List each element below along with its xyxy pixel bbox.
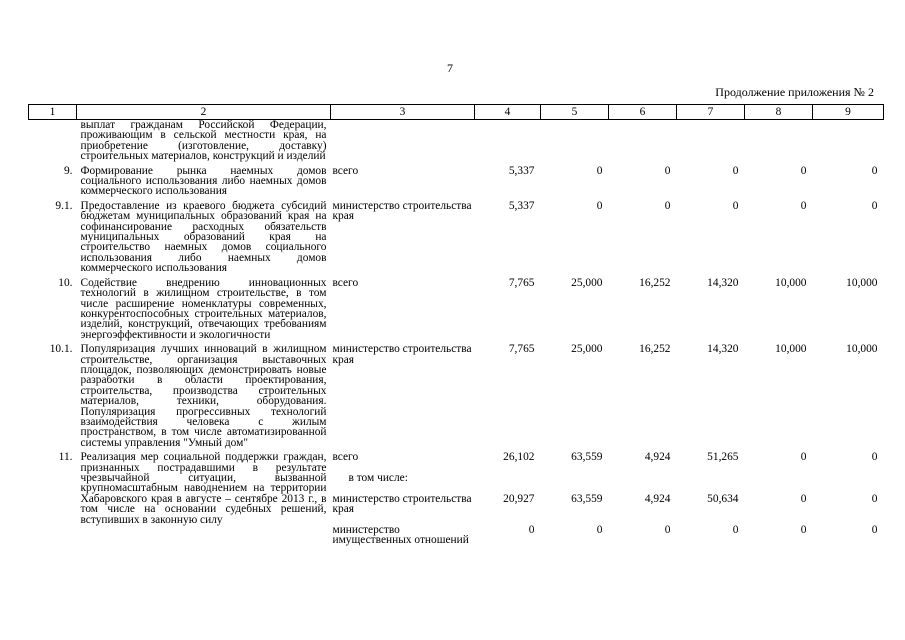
value-col9 xyxy=(813,120,884,166)
value-col9: 10,000 xyxy=(846,276,878,289)
value-col5: 0 xyxy=(596,164,603,177)
header-cell: 9 xyxy=(813,105,884,120)
header-cell: 5 xyxy=(541,105,609,120)
header-cell: 2 xyxy=(77,105,331,120)
row-number: 10. xyxy=(58,276,73,289)
row-number: 11. xyxy=(58,451,73,464)
value-col9: 0 xyxy=(871,199,878,212)
row-number: 9.1. xyxy=(55,199,73,212)
measure-name: Содействие внедрению инновационных технологий в жилищном строительстве, в том числе расширение номенклатуры современных, конкурентоспособных строительных материалов, изделий, конструкций, отвечающих требованиям энергоэффективности и экологичности xyxy=(80,276,327,341)
executor xyxy=(331,120,475,166)
value-col4 xyxy=(475,452,541,550)
row-number: 10.1. xyxy=(49,343,73,356)
executor: министерство строительства края xyxy=(332,199,472,223)
value-col7: 14,320 xyxy=(707,276,739,289)
table-row xyxy=(29,201,884,278)
value-col6 xyxy=(609,120,677,166)
executor: всего xyxy=(332,451,359,464)
executor-list xyxy=(331,452,475,550)
header-cell: 3 xyxy=(331,105,475,120)
value-cell: 0 xyxy=(732,523,739,536)
executor: в том числе: xyxy=(348,471,408,484)
executor: министерство строительства края xyxy=(332,343,472,366)
measure-name: Реализация мер социальной поддержки граждан, признанных пострадавшими в результате чрезвычайной ситуации, вызванной крупномасштабным наводнением на территории Хабаровского края в августе – сентябре 2013 г., в том числе на основании судебных решений, вступивших в законную силу xyxy=(80,451,327,526)
measure-name: выплат гражданам Российской Федерации, проживающим в сельской местности края, на приобретение (изготовление, доставку) строительных материалов, конструкций и изделий xyxy=(80,119,327,163)
value-col6 xyxy=(609,452,677,550)
measure-name: Предоставление из краевого бюджета субсидий бюджетам муниципальных образований края на софинансирование расходных обязательств муниципальных образований края на строительство наемных домов социального использования либо наемных домов коммерческого использования xyxy=(80,199,327,275)
value-cell: 0 xyxy=(871,492,878,505)
value-col6: 16,252 xyxy=(639,343,671,356)
value-col4 xyxy=(475,120,541,166)
value-cell xyxy=(747,473,807,483)
value-cell: 51,265 xyxy=(707,451,739,464)
value-cell: 50,634 xyxy=(707,492,739,505)
value-col9 xyxy=(813,452,884,550)
value-col5: 0 xyxy=(596,199,603,212)
executor: всего xyxy=(332,276,359,289)
program-table xyxy=(28,104,884,550)
value-cell xyxy=(611,473,671,483)
value-col6: 0 xyxy=(664,164,671,177)
table-row xyxy=(29,120,884,166)
value-col5: 25,000 xyxy=(571,276,603,289)
header-cell: 6 xyxy=(609,105,677,120)
executor: министерство строительства края xyxy=(332,492,472,516)
value-col7 xyxy=(677,120,745,166)
table-row xyxy=(29,452,884,550)
header-cell: 4 xyxy=(475,105,541,120)
page-number: 7 xyxy=(447,61,453,75)
value-col8: 10,000 xyxy=(775,276,807,289)
value-col9: 0 xyxy=(871,164,878,177)
value-col8 xyxy=(745,452,813,550)
value-col6: 16,252 xyxy=(639,276,671,289)
row-number: 9. xyxy=(63,164,73,177)
value-col5: 25,000 xyxy=(571,343,603,356)
value-col4: 7,765 xyxy=(508,343,535,356)
value-cell: 0 xyxy=(596,523,603,536)
value-cell: 63,559 xyxy=(571,492,603,505)
value-col9: 10,000 xyxy=(846,343,878,356)
value-col7 xyxy=(677,452,745,550)
value-cell: 0 xyxy=(800,451,807,464)
value-cell: 26,102 xyxy=(503,451,535,464)
value-col5 xyxy=(541,452,609,550)
value-col4: 5,337 xyxy=(508,164,535,177)
header-cell: 1 xyxy=(29,105,77,120)
table-row xyxy=(29,344,884,452)
value-cell: 0 xyxy=(871,523,878,536)
value-cell: 4,924 xyxy=(644,492,671,505)
value-col4: 7,765 xyxy=(508,276,535,289)
value-col8: 10,000 xyxy=(775,343,807,356)
value-col8 xyxy=(745,120,813,166)
header-row xyxy=(29,105,884,120)
value-col4: 5,337 xyxy=(508,199,535,212)
row-number xyxy=(29,120,77,166)
continuation-label: Продолжение приложения № 2 xyxy=(715,85,874,99)
value-cell xyxy=(543,473,603,483)
value-col8: 0 xyxy=(800,164,807,177)
value-col5 xyxy=(541,120,609,166)
value-col8: 0 xyxy=(800,199,807,212)
value-cell xyxy=(815,473,878,483)
executor: всего xyxy=(332,164,359,177)
value-cell: 4,924 xyxy=(644,451,671,464)
value-cell: 0 xyxy=(800,523,807,536)
value-cell: 20,927 xyxy=(503,492,535,505)
header-cell: 7 xyxy=(677,105,745,120)
value-cell xyxy=(477,473,535,483)
value-col7: 0 xyxy=(732,164,739,177)
value-cell: 0 xyxy=(800,492,807,505)
value-cell: 0 xyxy=(528,523,535,536)
value-cell xyxy=(679,473,739,483)
header-cell: 8 xyxy=(745,105,813,120)
measure-name: Популяризация лучших инноваций в жилищном строительстве, организация выставочных площадок, позволяющих демонстрировать новые разработки в области проектирования, строительства, производства строительных материалов, техники, оборудования. Популяризация прогрессивных технологий взаимодействия человека с жилым пространством, в том числе автоматизированной системы управления "Умный дом" xyxy=(80,343,327,449)
value-col7: 0 xyxy=(732,199,739,212)
value-cell: 0 xyxy=(871,451,878,464)
value-col7: 14,320 xyxy=(707,343,739,356)
table-row xyxy=(29,278,884,344)
table-row xyxy=(29,166,884,201)
measure-name: Формирование рынка наемных домов социального использования либо наемных домов коммерческого использования xyxy=(80,164,327,198)
executor: министерство имущественных отношений xyxy=(332,523,469,547)
value-col6: 0 xyxy=(664,199,671,212)
value-cell: 0 xyxy=(664,523,671,536)
value-cell: 63,559 xyxy=(571,451,603,464)
